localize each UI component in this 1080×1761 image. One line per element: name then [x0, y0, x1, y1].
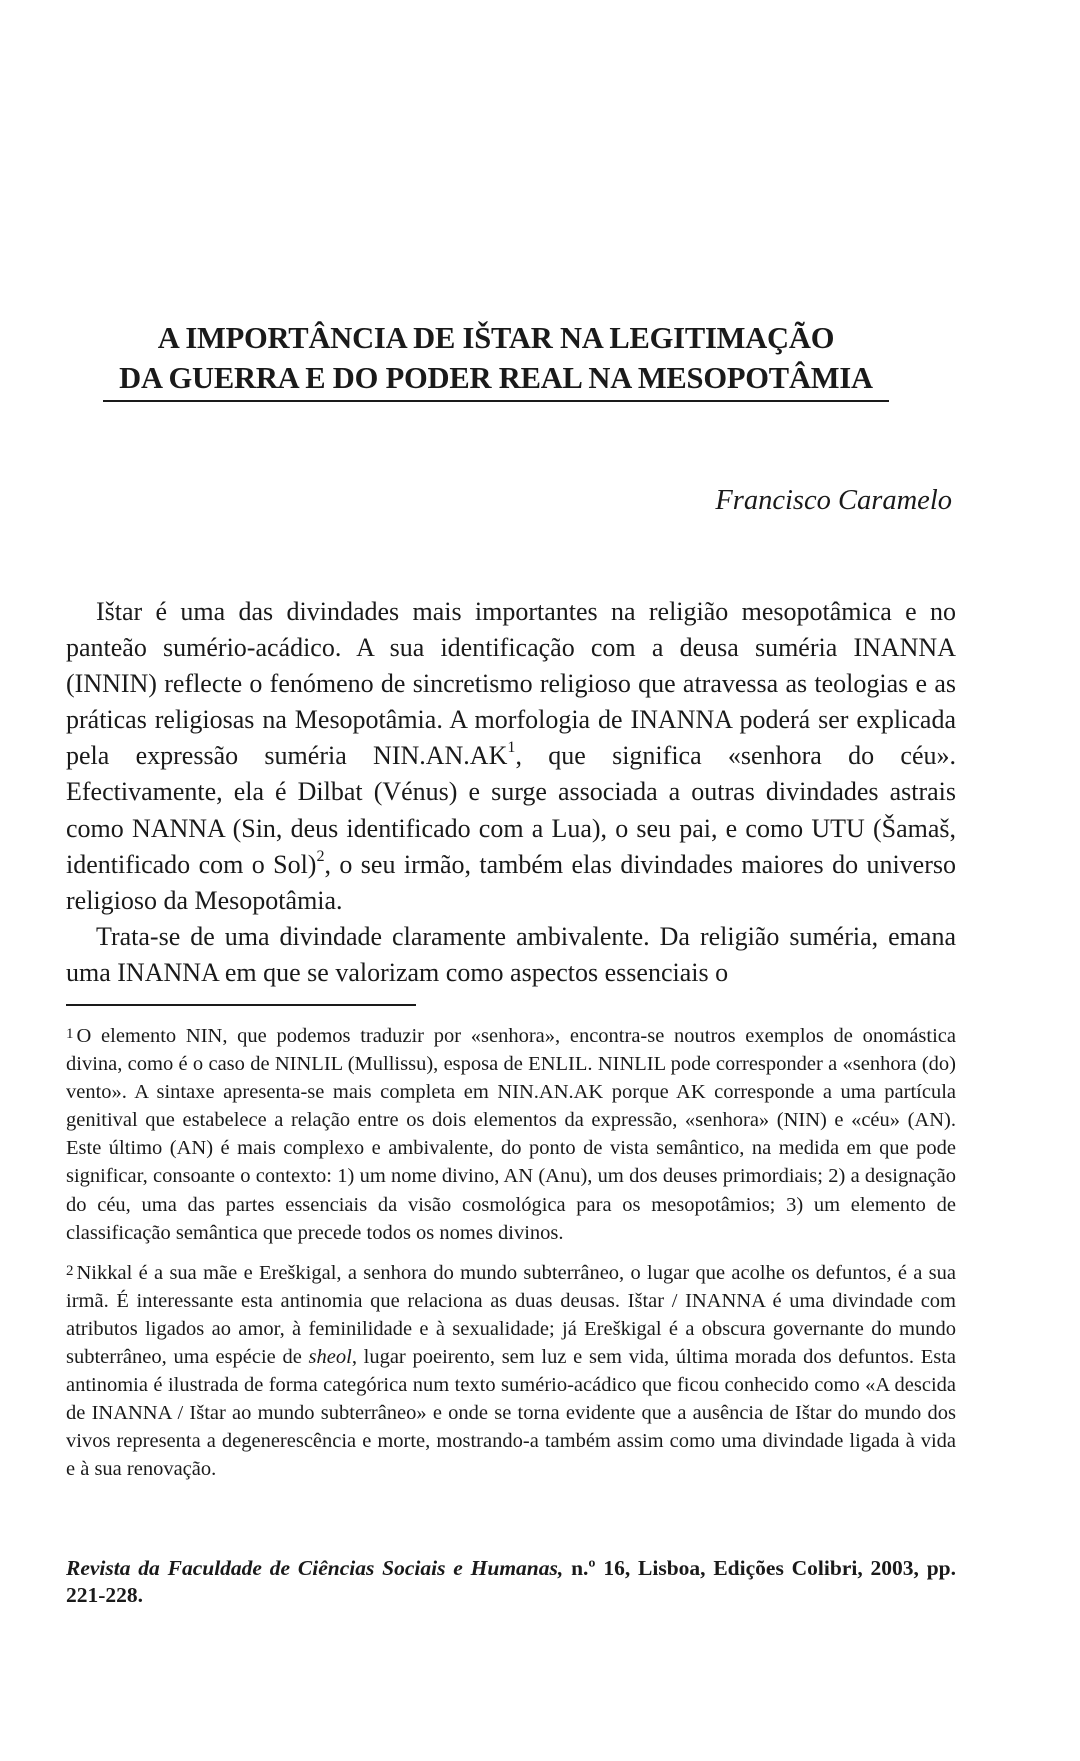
title-line-1: A IMPORTÂNCIA DE IŠTAR NA LEGITIMAÇÃO: [157, 321, 835, 355]
footnote-1: [66, 1022, 956, 1247]
paragraph-1-text-b: , que significa «senhora do céu». Efectivamente, ela é Dilbat (Vénus) e surge associada a outras divindades astrais como NANNA (Sin, deus identificado com a Lua), o seu pai, e como UTU (Šamaš, identificado com o Sol): [66, 741, 956, 879]
footnote-ref-1[interactable]: 1: [507, 739, 516, 757]
footnote-2-sheol: sheol: [308, 1346, 352, 1369]
article-body: [66, 594, 956, 991]
footnotes: [66, 1022, 956, 1496]
footnote-ref-2[interactable]: 2: [316, 847, 325, 865]
title-underline: [103, 400, 889, 402]
footnote-2-number: 2: [66, 1262, 74, 1279]
citation: [66, 1555, 956, 1609]
footnote-2: [66, 1259, 956, 1484]
paragraph-1: [66, 594, 956, 919]
citation-details: n.º 16, Lisboa, Edições Colibri, 2003, pp. 221-228.: [66, 1556, 957, 1607]
paragraph-2: Trata-se de uma divindade claramente ambivalente. Da religião suméria, emana uma INANNA em que se valorizam como aspectos essenciais o: [66, 921, 956, 987]
paragraph-1-text-a: Ištar é uma das divindades mais importantes na religião mesopotâmica e no panteão sumério-acádico. A sua identificação com a deusa suméria INANNA (INNIN) reflecte o fenómeno de sincretismo religioso que atravessa as teologias e as práticas religiosas na Mesopotâmia. A morfologia de INANNA poderá ser explicada pela expressão suméria NIN.AN.AK: [66, 597, 956, 771]
paragraph-1-text-c: , o seu irmão, também elas divindades maiores do universo religioso da Mesopotâmia.: [66, 849, 956, 915]
footnote-1-number: 1: [66, 1026, 74, 1042]
citation-journal: Revista da Faculdade de Ciências Sociais e Humanas,: [66, 1556, 564, 1580]
author-name: Francisco Caramelo: [715, 485, 952, 516]
footnote-separator: [66, 1004, 416, 1006]
article-title: [96, 318, 896, 402]
footnote-2-text-b: , lugar poeirento, sem luz e sem vida, última morada dos defuntos. Esta antinomia é ilustrada de forma categórica num texto sumério-acádico que ficou conhecido como «A descida de INANNA / Ištar ao mundo subterrâneo» e onde se torna evidente que a ausência de Ištar do mundo dos vivos representa a degenerescência e morte, mostrando-a também assim como uma divindade ligada à vida e à sua renovação.: [66, 1346, 956, 1481]
footnote-2-text-a: Nikkal é a sua mãe e Ereškigal, a senhora do mundo subterrâneo, o lugar que acolhe os defuntos, é a sua irmã. É interessante esta antinomia que relaciona as duas deusas. Ištar / INANNA é uma divindade com atributos ligados ao amor, à feminilidade e à sexualidade; já Ereškigal é a obscura governante do mundo subterrâneo, uma espécie de: [66, 1261, 956, 1369]
title-line-2: DA GUERRA E DO PODER REAL NA MESOPOTÂMIA: [119, 361, 873, 395]
footnote-1-text: O elemento NIN, que podemos traduzir por «senhora», encontra-se noutros exemplos de onomástica divina, como é o caso de NINLIL (Mullissu), esposa de ENLIL. NINLIL pode corresponder a «senhora (do) vento». A sintaxe apresenta-se mais completa em NIN.AN.AK porque AK corresponde a uma partícula genitival que estabelece a relação entre os dois elementos da expressão, «senhora» (NIN) e «céu» (AN). Este último (AN) é mais complexo e ambivalente, do ponto de vista semântico, na medida em que pode significar, consoante o contexto: 1) um nome divino, AN (Anu), um dos deuses primordiais; 2) a designação do céu, uma das partes essenciais da visão cosmológica para os mesopotâmios; 3) um elemento de classificação semântica que precede todos os nomes divinos.: [66, 1025, 956, 1244]
